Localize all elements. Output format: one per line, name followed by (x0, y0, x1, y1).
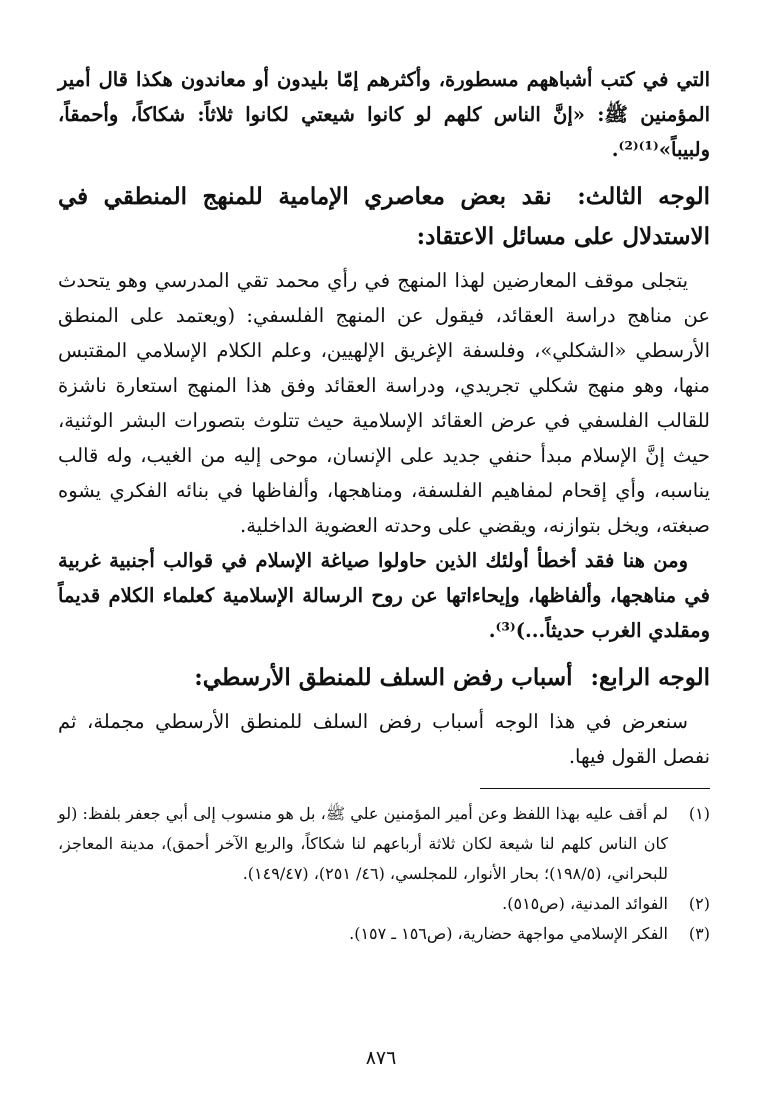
footnote-number: (٣) (688, 924, 710, 943)
footnote-number: (١) (688, 804, 710, 823)
heading-4-label: الوجه الرابع: (590, 664, 710, 691)
section-heading-4 (58, 658, 710, 698)
paragraph-2: يتجلى موقف المعارضين لهذا المنهج في رأي محمد تقي المدرسي وهو يتحدث عن مناهج دراسة العقائد، فيقول عن المنهج الفلسفي: (ويعتمد على المنطق الأرسطي «الشكلي»، وفلسفة الإغريق الإلهيين، وعلم الكلام الإسلامي المقتبس منها، وهو منهج شكلي تجريدي، ودراسة العقائد وفق هذا المنهج استعارة ناشزة للقالب الفلسفي في عرض العقائد الإسلامية حيث تتلوث بتصورات البشر الوثنية، حيث إنَّ الإسلام مبدأ حنفي جديد على الإنسان، موحى إليه من الغيب، وله قالب يناسبه، وأي إقحام لمفاهيم الفلسفة، ومناهجها، وألفاظها في بنائه الفكري يشوه صبغته، ويخل بتوازنه، ويقضي على وحدته العضوية الداخلية. (58, 269, 710, 537)
footnote-text: الفكر الإسلامي مواجهة حضارية، (ص١٥٦ ـ ١٥٧). (349, 924, 668, 943)
page-number: ٨٧٦ (365, 1047, 397, 1069)
footnote-separator (480, 788, 710, 789)
heading-3-label: الوجه الثالث: (577, 183, 710, 210)
paragraph-1: التي في كتب أشباههم مسطورة، وأكثرهم إمّا بليدون أو معاندون هكذا قال أمير المؤمنين ﷺ: «إنَّ الناس كلهم لو كانوا شيعتي لكانوا ثلاثاً: شكاكاً، وأحمقاً، ولبيباً»⁽¹⁾⁽²⁾. (58, 68, 710, 161)
footnotes (58, 799, 710, 949)
footnote-number: (٢) (688, 894, 710, 913)
paragraph-4: سنعرض في هذا الوجه أسباب رفض السلف للمنطق الأرسطي مجملة، ثم نفصل القول فيها. (58, 710, 710, 768)
section-heading-3 (58, 177, 710, 257)
footnote-3 (58, 919, 710, 949)
footnote-2 (58, 889, 710, 919)
footnote-text: لم أقف عليه بهذا اللفظ وعن أمير المؤمنين علي ﷺ، بل هو منسوب إلى أبي جعفر بلفظ: (لو كان الناس كلهم لنا شيعة لكان ثلاثة أرباعهم لنا شكاكاً، والربع الآخر أحمق)، مدينة المعاجز، للبحراني، (١٩٨/٥)؛ بحار الأنوار، للمجلسي، (٤٦/ ٢٥١)، (١٤٩/٤٧). (58, 804, 669, 883)
heading-3-text: نقد بعض معاصري الإمامية للمنهج المنطقي في الاستدلال على مسائل الاعتقاد: (58, 183, 710, 250)
heading-4-text: أسباب رفض السلف للمنطق الأرسطي: (194, 664, 573, 691)
footnote-1 (58, 799, 710, 889)
paragraph-3: ومن هنا فقد أخطأ أولئك الذين حاولوا صياغة الإسلام في قوالب أجنبية غربية في مناهجها، وألفاظها، وإيحاءاتها عن روح الرسالة الإسلامية كعلماء الكلام قديماً ومقلدي الغرب حديثاً...)⁽³⁾. (58, 549, 710, 642)
footnote-text: الفوائد المدنية، (ص٥١٥). (502, 894, 668, 913)
